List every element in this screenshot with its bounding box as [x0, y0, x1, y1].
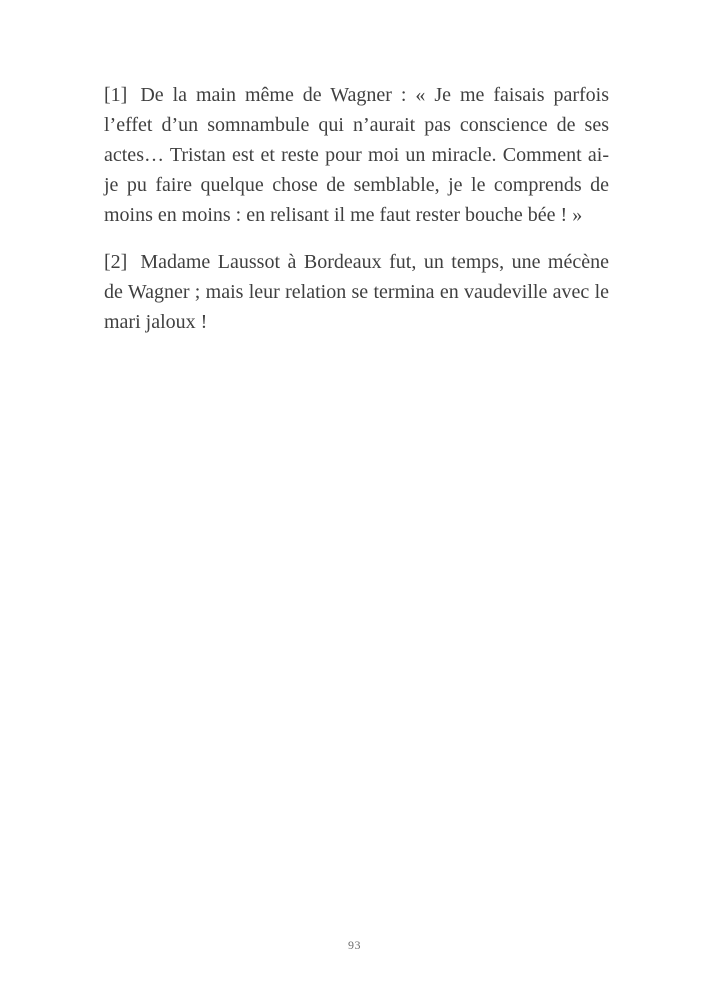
footnote-2-text: Madame Laussot à Bordeaux fut, un temps, une mécène de Wagner ; mais leur relation se termina en vaudeville avec le mari jaloux !	[104, 251, 609, 333]
footnote-1-text: De la main même de Wagner : « Je me faisais parfois l’effet d’un somnambule qui n’aurait pas conscience de ses actes… Tristan est et reste pour moi un miracle. Comment ai-je pu faire quelque chose de semblable, je le comprends de moins en moins : en relisant il me faut rester bouche bée ! »	[104, 84, 609, 226]
footnote-1-marker: [1]	[104, 84, 128, 106]
footnote-2-marker: [2]	[104, 251, 128, 273]
footnote-1	[104, 80, 609, 230]
footnotes-section	[104, 80, 609, 354]
page-number: 93	[348, 938, 361, 952]
page-footer	[0, 936, 709, 954]
footnote-2	[104, 247, 609, 337]
